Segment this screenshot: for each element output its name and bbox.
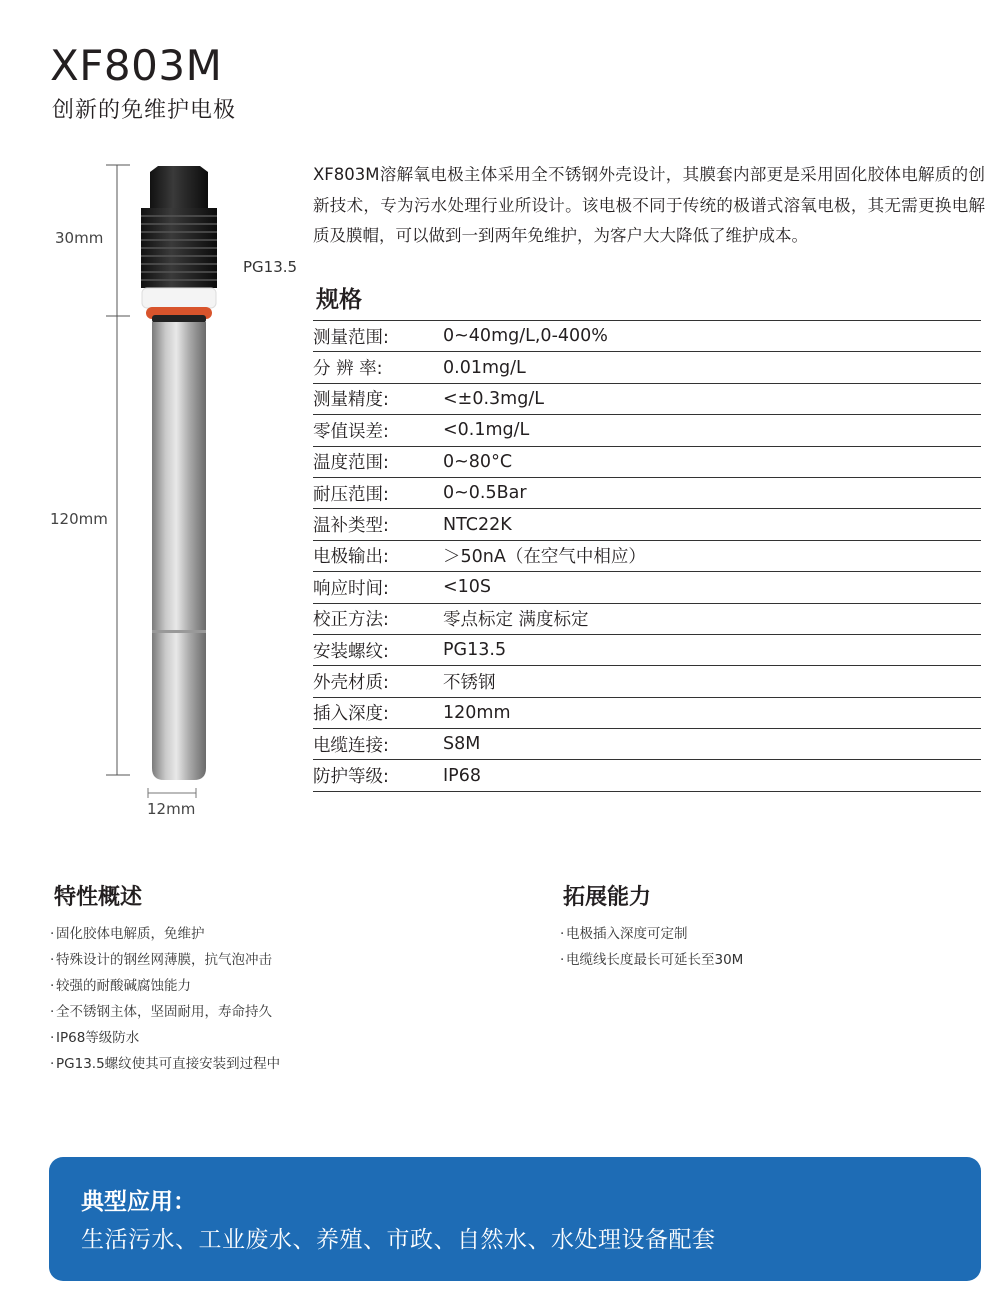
thread-label: PG13.5 <box>243 258 298 276</box>
bullet-icon: · <box>560 952 565 968</box>
spec-row <box>313 352 981 383</box>
product-tagline: 创新的免维护电极 <box>52 98 237 123</box>
list-item <box>560 921 743 947</box>
product-description: XF803M溶解氧电极主体采用全不锈钢外壳设计，其膜套内部更是采用固化胶体电解质的创新技术，专为污水处理行业所设计。该电极不同于传统的极谱式溶氧电极，其无需更换电解质及膜帽，可以做到一到两年免维护，为客户大大降低了维护成本。 <box>313 165 985 245</box>
dimension-length-label: 120mm <box>50 510 108 528</box>
list-item <box>50 921 280 947</box>
dimension-top-label: 30mm <box>55 229 104 247</box>
spec-row <box>313 384 981 415</box>
list-item-text: 较强的耐酸碱腐蚀能力 <box>56 978 191 994</box>
spec-value: IP68 <box>443 765 481 786</box>
bullet-icon: · <box>50 1030 55 1046</box>
list-item <box>50 973 280 999</box>
applications-text: 生活污水、工业废水、养殖、市政、自然水、水处理设备配套 <box>81 1227 716 1253</box>
spec-row <box>313 760 981 791</box>
electrode-diagram <box>0 150 310 830</box>
bullet-icon: · <box>50 1056 55 1072</box>
spec-value: 不锈钢 <box>443 672 496 693</box>
spec-value: 120mm <box>443 702 511 723</box>
spec-row <box>313 541 981 572</box>
bullet-icon: · <box>50 978 55 994</box>
spec-value: 0~40mg/L,0-400% <box>443 326 608 347</box>
specs-title: 规格 <box>316 287 362 313</box>
spec-row <box>313 478 981 509</box>
spec-key: 测量精度: <box>313 390 389 411</box>
applications-box <box>49 1157 981 1281</box>
spec-key: 校正方法: <box>313 610 389 631</box>
spec-key: 响应时间: <box>313 578 389 599</box>
spec-value: <±0.3mg/L <box>443 388 544 409</box>
dimension-width-label: 12mm <box>147 800 196 818</box>
spec-value: NTC22K <box>443 514 512 535</box>
spec-row <box>313 666 981 697</box>
list-item-text: 电缆线长度最长可延长至30M <box>566 952 744 968</box>
spec-value: <0.1mg/L <box>443 420 530 441</box>
spec-value: 0~80°C <box>443 451 513 472</box>
spec-row <box>313 415 981 446</box>
list-item <box>50 1051 280 1077</box>
electrode-illustration <box>0 150 310 830</box>
spec-key: 温补类型: <box>313 516 389 537</box>
bullet-icon: · <box>560 926 565 942</box>
spec-key: 零值误差: <box>313 421 389 442</box>
spec-value: S8M <box>443 734 481 755</box>
spec-key: 测量范围: <box>313 327 389 348</box>
bullet-icon: · <box>50 926 55 942</box>
spec-key: 外壳材质: <box>313 672 389 693</box>
list-item <box>560 947 743 973</box>
spec-row <box>313 635 981 666</box>
list-item-text: 固化胶体电解质，免维护 <box>56 926 205 942</box>
applications-title: 典型应用： <box>81 1189 196 1215</box>
features-title: 特性概述 <box>54 885 143 910</box>
spec-row <box>313 509 981 540</box>
spec-row <box>313 729 981 760</box>
spec-row <box>313 321 981 352</box>
bullet-icon: · <box>50 1004 55 1020</box>
extensions-title: 拓展能力 <box>563 885 652 910</box>
extensions-list <box>560 921 743 973</box>
spec-key: 分 辨 率: <box>313 359 383 380</box>
spec-key: 安装螺纹: <box>313 641 389 662</box>
spec-value: 零点标定 满度标定 <box>443 610 589 631</box>
spec-key: 温度范围: <box>313 453 389 474</box>
list-item-text: PG13.5螺纹使其可直接安装到过程中 <box>56 1056 281 1072</box>
list-item <box>50 1025 280 1051</box>
list-item-text: IP68等级防水 <box>56 1030 140 1046</box>
spec-row <box>313 698 981 729</box>
spec-value: PG13.5 <box>443 640 507 661</box>
spec-key: 插入深度: <box>313 704 389 725</box>
list-item-text: 全不锈钢主体，坚固耐用，寿命持久 <box>56 1004 272 1020</box>
list-item <box>50 947 280 973</box>
list-item <box>50 999 280 1025</box>
spec-value: 0~0.5Bar <box>443 483 527 504</box>
spec-value: 0.01mg/L <box>443 357 526 378</box>
spec-key: 电极输出: <box>313 547 389 568</box>
spec-value: ＞50nA（在空气中相应） <box>443 547 646 568</box>
spec-value: <10S <box>443 577 492 598</box>
spec-key: 防护等级: <box>313 767 389 788</box>
bullet-icon: · <box>50 952 55 968</box>
specs-table <box>313 320 981 792</box>
features-list <box>50 921 280 1077</box>
product-model-title: XF803M <box>50 41 223 90</box>
spec-row <box>313 604 981 635</box>
spec-row <box>313 447 981 478</box>
spec-row <box>313 572 981 603</box>
list-item-text: 特殊设计的钢丝网薄膜，抗气泡冲击 <box>56 952 272 968</box>
list-item-text: 电极插入深度可定制 <box>566 926 688 942</box>
spec-key: 电缆连接: <box>313 735 389 756</box>
spec-key: 耐压范围: <box>313 484 389 505</box>
